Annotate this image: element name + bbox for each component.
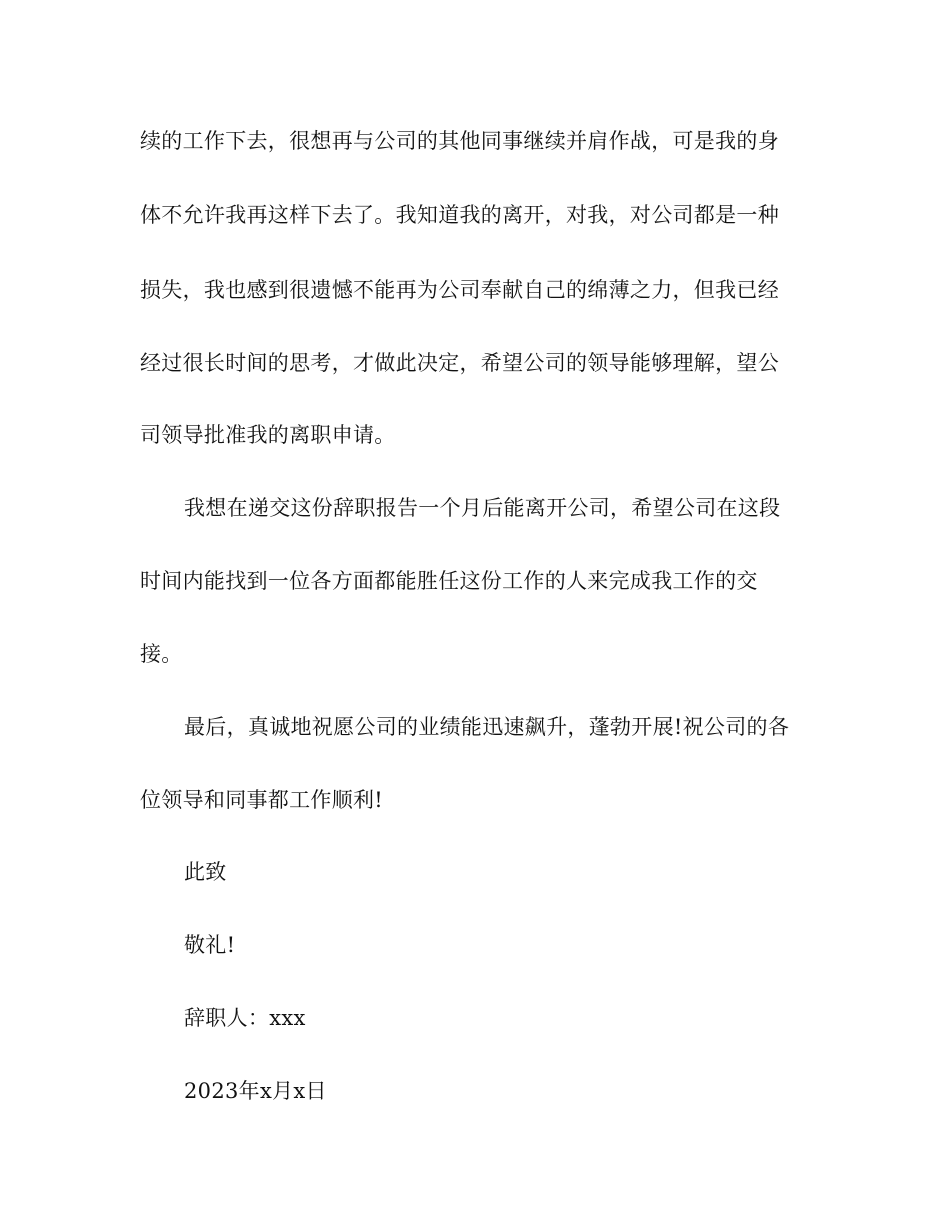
paragraph-line: 续的工作下去，很想再与公司的其他同事继续并肩作战，可是我的身: [140, 129, 779, 153]
closing-salutation: 此致: [184, 860, 227, 884]
paragraph-line: 经过很长时间的思考，才做此决定，希望公司的领导能够理解，望公: [140, 351, 779, 375]
paragraph-line: 我想在递交这份辞职报告一个月后能离开公司，希望公司在这段: [184, 496, 781, 520]
paragraph-line: 时间内能找到一位各方面都能胜任这份工作的人来完成我工作的交: [140, 569, 758, 593]
paragraph-line: 接。: [140, 642, 183, 666]
signatory: 辞职人：xxx: [184, 1006, 306, 1030]
paragraph-line: 司领导批准我的离职申请。: [140, 423, 396, 447]
paragraph-line: 体不允许我再这样下去了。我知道我的离开，对我，对公司都是一种: [140, 203, 779, 227]
closing-regards: 敬礼!: [184, 933, 236, 957]
paragraph-line: 损失，我也感到很遗憾不能再为公司奉献自己的绵薄之力，但我已经: [140, 278, 779, 302]
paragraph-line: 位领导和同事都工作顺利!: [140, 788, 384, 812]
date-line: 2023年x月x日: [184, 1079, 327, 1103]
paragraph-line: 最后，真诚地祝愿公司的业绩能迅速飙升，蓬勃开展!祝公司的各: [184, 715, 790, 739]
